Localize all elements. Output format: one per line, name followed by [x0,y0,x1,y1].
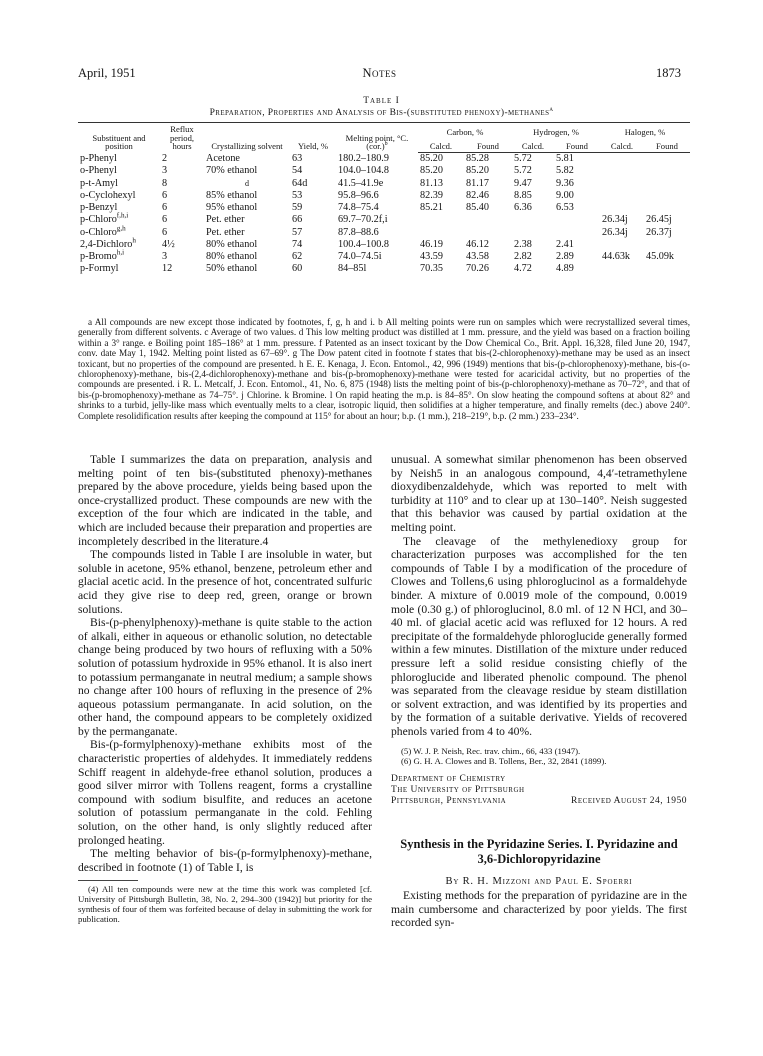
cell-carbon-found: 70.26 [466,263,489,275]
cell-halogen-found: 26.45j [646,214,672,226]
cell-halogen-calcd [600,165,644,177]
cell-halogen-found: 45.09k [646,250,675,262]
substituent-name: p-Formyl [80,263,119,275]
cell-yield: 54 [292,165,303,177]
body-paragraph: The cleavage of the methylenedioxy group for characterization purposes was accomplished for the ten compounds of Table I by a modification of the procedure of Clowes and Tollens,6 using phloroglucinol as a formaldehyde binder. A mixture of 0.0019 mole of the compound, 0.0019 mole (0.30 g.) of phloroglucinol, 8.0 ml. of 12 N HCl, and 30–40 ml. of glacial acetic acid was refluxed for 12 hours. A red precipitate of the formaldehyde phloroglucide generally formed within a few minutes. Distillation of the mixture under reduced pressure left a solid residue consisting chiefly of the phloroglucide and liberated phenolic compound. The phenol was separated from the cleavage residue by steam distillation or solvent extraction, and was identified by its properties and by the formation of a suitable derivative. Yields of recovered phenols varied from 4 to 40%. [391,534,687,738]
cell-yield: 63 [292,153,303,165]
cell-solvent: 80% ethanol [206,250,258,262]
header-section: Notes [362,66,397,80]
cell-reflux: 4½ [162,238,175,250]
table-row [78,227,690,239]
header-date: April, 1951 [78,66,136,80]
received-date: Received August 24, 1950 [571,796,687,807]
cell-hydrogen-calcd: 2.82 [514,250,532,262]
cell-halogen-calcd [600,202,644,214]
substituent-footnote-mark: h,i [116,248,125,257]
table-row [78,239,690,251]
table-row [78,153,690,166]
body-paragraph: Table I summarizes the data on preparation, analysis and melting point of ten bis-(substituted phenoxy)-methanes prepared by the above procedure, yields being based upon the once-crystallized product. These compounds are new with the exception of the four which are indicated in the table, and which are included because their preparation and properties are incompletely described in the literature.4 [78,453,372,548]
halogen-found: Found [644,139,690,153]
cell-carbon-calcd: 70.35 [420,263,443,275]
affiliation-dept: Department of Chemistry [391,774,506,785]
table-footnotes-text: a All compounds are new except those indicated by footnotes, f, g, h and i. b All melting points were run on samples which were recrystallized several times, generally from different solvents. c Average of two values. d This low melting product was distilled at 1 mm. pressure, and the yield was based on a fraction boiling within a 3° range. e Boiling point 185–186° at 1 mm. pressure. f Patented as an insect toxicant by the Dow Chemical Co., Brit. Appl. 16,328, filed June 20, 1947, conv. date May 1, 1942. Melting point listed as 67–69°. g The Dow patent cited in footnote f states that bis-(2-chlorophenoxy)-methane may be used as an insect toxicant, but no properties of the compound are presented. h E. E. Kenaga, J. Econ. Entomol., 42, 996 (1949) mentions that bis-(p-chlorophenoxy)-methane, bis-(o-chlorophenoxy)-methane, bis-(2,4-dichlorophenoxy)-methane and bis-(p-bromophenoxy)-methane were tested for acaricidal activity, but no properties of the compounds are presented. i R. L. Metcalf, J. Econ. Entomol., 41, No. 6, 875 (1948) lists the melting point of bis-(p-chlorophenoxy)-methane as 70–72°, and that of bis-(p-bromophenoxy)-methane as 74–75°. j Chlorine. k Bromine. l On rapid heating the m.p. is 84–85°. On slow heating the compound softens at about 82° and shrinks to a turbid, jelly-like mass which eventually melts to a clear, isotropic liquid, then solidifies at a higher temperature, and finally remelts (dec.) above 240°. Complete resolidification results after keeping the compound at 115° for about an hour; b.p. (1 mm.), 218–219°, b.p. (2 mm.) 233–234°. [78,317,690,421]
cell-halogen-found: 26.37j [646,226,672,238]
cell-melting-point: 95.8–96.6 [338,189,379,201]
body-paragraph: The compounds listed in Table I are insoluble in water, but soluble in acetone, 95% ethanol, benzene, petroleum ether and glacial acetic acid. In the presence of hot, concentrated sulfuric acid they give rise to deep red, green, orange or brown solutions. [78,548,372,616]
cell-hydrogen-calcd [512,214,554,226]
cell-reflux: 6 [162,202,168,214]
cell-halogen-found [644,165,690,177]
cell-hydrogen-calcd: 6.36 [514,202,532,214]
cell-reflux: 6 [162,226,168,238]
left-column [78,453,372,924]
cell-halogen-found [644,239,690,251]
article-title: Synthesis in the Pyridazine Series. I. Pyridazine and 3,6-Dichloropyridazine [400,837,678,866]
table-row [78,165,690,177]
cell-melting-point: 41.5–41.9e [338,177,384,189]
cell-substituent [78,165,160,177]
cell-carbon-calcd: 81.13 [420,177,443,189]
col-melting-point [336,123,418,153]
cell-hydrogen-found: 9.36 [556,177,574,189]
col-substituent: Substituent and position [78,123,160,153]
cell-melting-point: 84–85l [338,263,367,275]
body-paragraph: unusual. A somewhat similar phenomenon has been observed by Neish5 in an analogous compound, 4,4′-tetramethylene dioxydibenzaldehyde, which was reported to melt with turbidity at 110° and to clear up at 130–140°. Neish suggested that this behavior was caused by partial oxidation at the melting point. [391,453,687,534]
body-paragraph: Bis-(p-formylphenoxy)-methane exhibits most of the characteristic properties of aldehydes. It immediately reddens Schiff reagent in aldehyde-free ethanol solution, produces a good silver mirror with Tollens reagent, forms a crystalline compound with sodium bisulfite, and reduces an acetone solution of potassium permanganate in the cold. Fehling solution, on the other hand, is only slightly reduced after prolonged heating. [78,738,372,847]
cell-hydrogen-found: 5.81 [556,153,574,165]
cell-yield: 64d [292,177,308,189]
cell-hydrogen-calcd: 9.47 [514,177,532,189]
cell-reflux: 6 [162,189,168,201]
cell-hydrogen-found: 6.53 [556,202,574,214]
cell-carbon-found: 82.46 [466,189,489,201]
cell-hydrogen-calcd: 8.85 [514,189,532,201]
caption-footnote-mark: a [549,105,554,113]
cell-hydrogen-found: 2.89 [556,250,574,262]
cell-carbon-found [464,214,512,226]
cell-carbon-found: 85.28 [466,153,489,165]
cell-solvent: 85% ethanol [206,189,258,201]
cell-carbon-calcd: 82.39 [420,189,443,201]
cell-halogen-calcd [600,178,644,190]
cell-substituent [78,178,160,190]
substituent-name: p-Benzyl [80,202,118,214]
cell-halogen-found [644,190,690,202]
hydrogen-found: Found [554,139,600,153]
left-footnote [78,880,372,924]
col-halogen: Halogen, % [600,123,690,139]
cell-solvent: Acetone [206,153,240,165]
substituent-name: p-Bromo [80,250,117,262]
cell-carbon-calcd: 85.20 [420,153,443,165]
table-row [78,214,690,226]
cell-carbon-calcd: 85.21 [420,202,443,214]
cell-halogen-found [644,153,690,166]
table-caption-text: Preparation, Properties and Analysis of Bis-(substituted phenoxy)-methanes [209,108,550,118]
substituent-name: p-Phenyl [80,153,117,165]
col-reflux: Reflux period, hours [160,123,204,153]
compounds-table [78,122,690,275]
cell-yield: 66 [292,214,303,226]
cell-melting-point: 104.0–104.8 [338,165,389,177]
cell-yield: 62 [292,250,303,262]
cell-reflux: 2 [162,153,168,165]
cell-carbon-found: 85.40 [466,202,489,214]
substituent-name: p-Chloro [80,214,117,226]
cell-yield: 53 [292,189,303,201]
mp-header-text: Melting point, °C. (cor.) [345,132,409,152]
right-column [391,453,687,930]
cell-carbon-calcd: 85.20 [420,165,443,177]
article-opening: Existing methods for the preparation of pyridazine are in the main cumbersome and characterized by poor yields. The first recorded syn- [391,889,687,930]
cell-yield: 74 [292,238,303,250]
cell-yield: 59 [292,202,303,214]
halogen-calcd: Calcd. [600,139,644,153]
cell-carbon-calcd [418,214,464,226]
mp-header-mark: b [384,141,388,148]
cell-carbon-found: 43.58 [466,250,489,262]
cell-hydrogen-calcd: 2.38 [514,238,532,250]
cell-carbon-found: 46.12 [466,238,489,250]
table-number [0,96,763,106]
cell-carbon-calcd [418,227,464,239]
cell-solvent: 95% ethanol [206,202,258,214]
cell-carbon-calcd: 43.59 [420,250,443,262]
table-row [78,190,690,202]
col-hydrogen: Hydrogen, % [512,123,600,139]
cell-melting-point: 69.7–70.2f,i [338,214,388,226]
affiliation-univ: The University of Pittsburgh [391,785,525,796]
carbon-calcd: Calcd. [418,139,464,153]
cell-melting-point: 74.8–75.4 [338,202,379,214]
substituent-name: o-Phenyl [80,165,117,177]
cell-carbon-calcd: 46.19 [420,238,443,250]
table-footnotes [78,317,690,421]
cell-solvent: 80% ethanol [206,238,258,250]
right-references [391,746,687,766]
cell-reflux: 3 [162,165,168,177]
cell-substituent [78,224,160,239]
substituent-name: 2,4-Dichloro [80,238,133,250]
cell-melting-point: 100.4–100.8 [338,238,389,250]
cell-halogen-found [644,178,690,190]
cell-hydrogen-calcd: 4.72 [514,263,532,275]
cell-hydrogen-found: 5.82 [556,165,574,177]
cell-solvent: Pet. ether [206,214,245,226]
article-byline: By R. H. Mizzoni and Paul E. Spoerri [445,876,633,888]
footnote-4: (4) All ten compounds were new at the time this work was completed [cf. University of Pittsburgh Bulletin, 38, No. 2, 294–300 (1942)] but priority for the synthesis of four of them was forfeited because of delay in submitting the work for publication. [78,884,372,925]
cell-halogen-calcd [600,190,644,202]
cell-hydrogen-calcd: 5.72 [514,165,532,177]
table-number-text: Table I [363,96,400,106]
col-yield: Yield, % [290,123,336,153]
reference-6: (6) G. H. A. Clowes and B. Tollens, Ber., 32, 2841 (1899). [401,756,607,767]
cell-reflux: 8 [162,177,168,189]
cell-substituent [78,263,160,275]
cell-hydrogen-found [554,214,600,226]
running-header [78,66,681,82]
cell-halogen-calcd: 26.34j [602,214,628,226]
col-carbon: Carbon, % [418,123,512,139]
substituent-name: o-Cyclohexyl [80,189,136,201]
table-row [78,263,690,275]
substituent-footnote-mark: f,h,i [116,211,129,220]
body-paragraph: Bis-(p-phenylphenoxy)-methane is quite stable to the action of alkali, either in aqueous or ethanolic solution, no detectable change being produced by two hours of refluxing with a 50% solution of potassium hydroxide in 95% ethanol. It is also inert to potassium permanganate in neutral medium; a sample shows no change after 100 hours of refluxing in the presence of 2% aqueous potassium permanganate. In acid solution, on the other hand, the compound appears to be completely oxidized by the permanganate. [78,616,372,738]
cell-solvent: 50% ethanol [206,263,258,275]
cell-substituent [78,190,160,202]
cell-reflux: 12 [162,263,173,275]
body-paragraph: The melting behavior of bis-(p-formylphenoxy)-methane, described in footnote (1) of Table I, is [78,847,372,874]
cell-yield: 57 [292,226,303,238]
hydrogen-calcd: Calcd. [512,139,554,153]
cell-hydrogen-found: 9.00 [556,189,574,201]
cell-hydrogen-calcd [512,227,554,239]
cell-hydrogen-found: 4.89 [556,263,574,275]
reference-5: (5) W. J. P. Neish, Rec. trav. chim., 66, 433 (1947). [401,746,581,757]
affiliation-city: Pittsburgh, Pennsylvania [391,796,507,807]
cell-halogen-calcd [600,263,644,275]
cell-melting-point: 74.0–74.5i [338,250,382,262]
cell-carbon-found: 85.20 [466,165,489,177]
cell-carbon-found: 81.17 [466,177,489,189]
cell-halogen-calcd: 44.63k [602,250,631,262]
cell-hydrogen-found [554,227,600,239]
cell-carbon-found [464,227,512,239]
cell-solvent: d [245,178,249,188]
page-number: 1873 [656,66,681,80]
substituent-name: o-Chloro [80,226,117,238]
substituent-footnote-mark: h [132,236,136,245]
cell-hydrogen-calcd: 5.72 [514,153,532,165]
cell-halogen-calcd: 26.34j [602,226,628,238]
cell-melting-point: 87.8–88.6 [338,226,379,238]
substituent-footnote-mark: g,h [116,224,126,233]
cell-halogen-calcd [600,153,644,166]
cell-halogen-found [644,263,690,275]
cell-reflux: 3 [162,250,168,262]
cell-reflux: 6 [162,214,168,226]
affiliation [391,774,687,807]
cell-halogen-calcd [600,239,644,251]
col-solvent: Crystallizing solvent [204,123,290,153]
table-caption [70,105,693,118]
carbon-found: Found [464,139,512,153]
substituent-name: p-t-Amyl [80,177,118,189]
cell-solvent: Pet. ether [206,226,245,238]
cell-substituent [78,153,160,166]
footnote-rule [78,880,138,881]
cell-melting-point: 180.2–180.9 [338,153,389,165]
table-row [78,251,690,263]
cell-solvent: 70% ethanol [206,165,258,177]
cell-halogen-found [644,202,690,214]
table-body [78,153,690,276]
table-row [78,202,690,214]
table-row [78,178,690,190]
cell-substituent [78,248,160,263]
cell-yield: 60 [292,263,303,275]
cell-hydrogen-found: 2.41 [556,238,574,250]
